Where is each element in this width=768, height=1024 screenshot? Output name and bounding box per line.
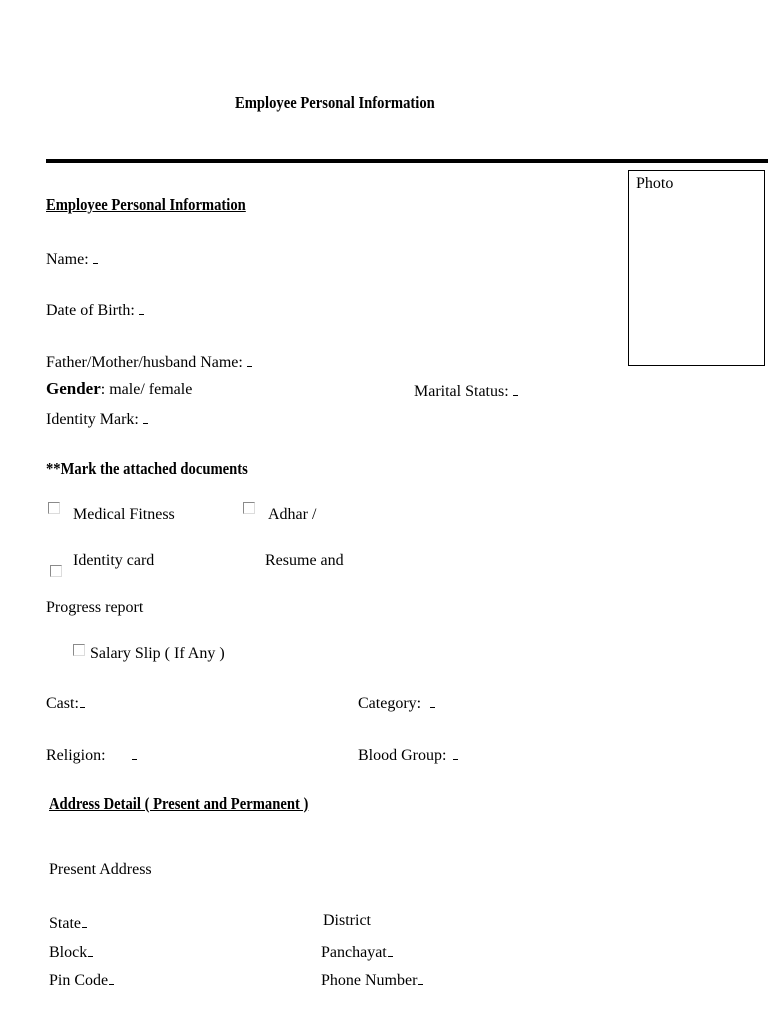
identity-card-label: Identity card	[73, 552, 155, 569]
state-blank[interactable]	[82, 913, 87, 928]
panchayat-field	[321, 942, 393, 961]
identity-card-checkbox[interactable]	[50, 565, 62, 577]
block-blank[interactable]	[88, 942, 93, 957]
identity-mark-blank[interactable]	[143, 409, 148, 424]
marital-status-field	[414, 381, 518, 400]
state-field	[49, 913, 87, 932]
name-blank[interactable]	[93, 249, 98, 264]
religion-field	[46, 745, 137, 764]
blood-group-field	[358, 745, 458, 764]
medical-fitness-label: Medical Fitness	[73, 506, 175, 523]
panchayat-blank[interactable]	[388, 942, 393, 957]
photo-label: Photo	[636, 175, 674, 192]
category-label: Category:	[358, 695, 422, 712]
cast-field	[46, 693, 85, 712]
document-title: Employee Personal Information	[235, 93, 435, 112]
marital-status-label: Marital Status:	[414, 383, 509, 400]
religion-blank[interactable]	[132, 745, 137, 760]
present-address-label: Present Address	[49, 861, 152, 878]
header-divider	[46, 159, 768, 163]
adhar-checkbox[interactable]	[243, 502, 255, 514]
panchayat-label: Panchayat	[321, 944, 387, 961]
name-field	[46, 249, 98, 268]
phone-number-blank[interactable]	[418, 970, 423, 985]
photo-box	[628, 170, 765, 366]
identity-mark-label: Identity Mark:	[46, 411, 139, 428]
block-label: Block	[49, 944, 88, 961]
name-label: Name:	[46, 251, 89, 268]
phone-number-label: Phone Number	[321, 972, 418, 989]
gender-label: Gender	[46, 379, 101, 398]
category-blank[interactable]	[430, 693, 435, 708]
state-label: State	[49, 915, 81, 932]
dob-blank[interactable]	[139, 300, 144, 315]
salary-slip-checkbox[interactable]	[73, 644, 85, 656]
adhar-label: Adhar /	[268, 506, 317, 523]
religion-label: Religion:	[46, 747, 106, 764]
dob-label: Date of Birth:	[46, 302, 135, 319]
gender-options: : male/ female	[100, 381, 193, 398]
medical-fitness-checkbox[interactable]	[48, 502, 60, 514]
dob-field	[46, 300, 144, 319]
district-label: District	[323, 912, 371, 929]
section-heading-personal: Employee Personal Information	[46, 195, 246, 214]
pin-code-field	[49, 970, 114, 989]
cast-blank[interactable]	[80, 693, 85, 708]
pin-code-blank[interactable]	[109, 970, 114, 985]
cast-label: Cast:	[46, 695, 79, 712]
resume-label: Resume and	[265, 552, 344, 569]
parent-name-blank[interactable]	[247, 352, 252, 367]
documents-heading: **Mark the attached documents	[46, 459, 248, 478]
marital-status-blank[interactable]	[513, 381, 518, 396]
identity-mark-field	[46, 409, 148, 428]
phone-number-field	[321, 970, 423, 989]
blood-group-label: Blood Group:	[358, 747, 447, 764]
pin-code-label: Pin Code	[49, 972, 109, 989]
parent-name-label: Father/Mother/husband Name:	[46, 354, 243, 371]
salary-slip-label: Salary Slip ( If Any )	[90, 645, 225, 662]
blood-group-blank[interactable]	[453, 745, 458, 760]
gender-field	[46, 380, 192, 398]
parent-name-field	[46, 352, 252, 371]
category-field	[358, 693, 435, 712]
block-field	[49, 942, 93, 961]
progress-report-label: Progress report	[46, 599, 144, 616]
section-heading-address: Address Detail ( Present and Permanent )	[49, 794, 309, 813]
